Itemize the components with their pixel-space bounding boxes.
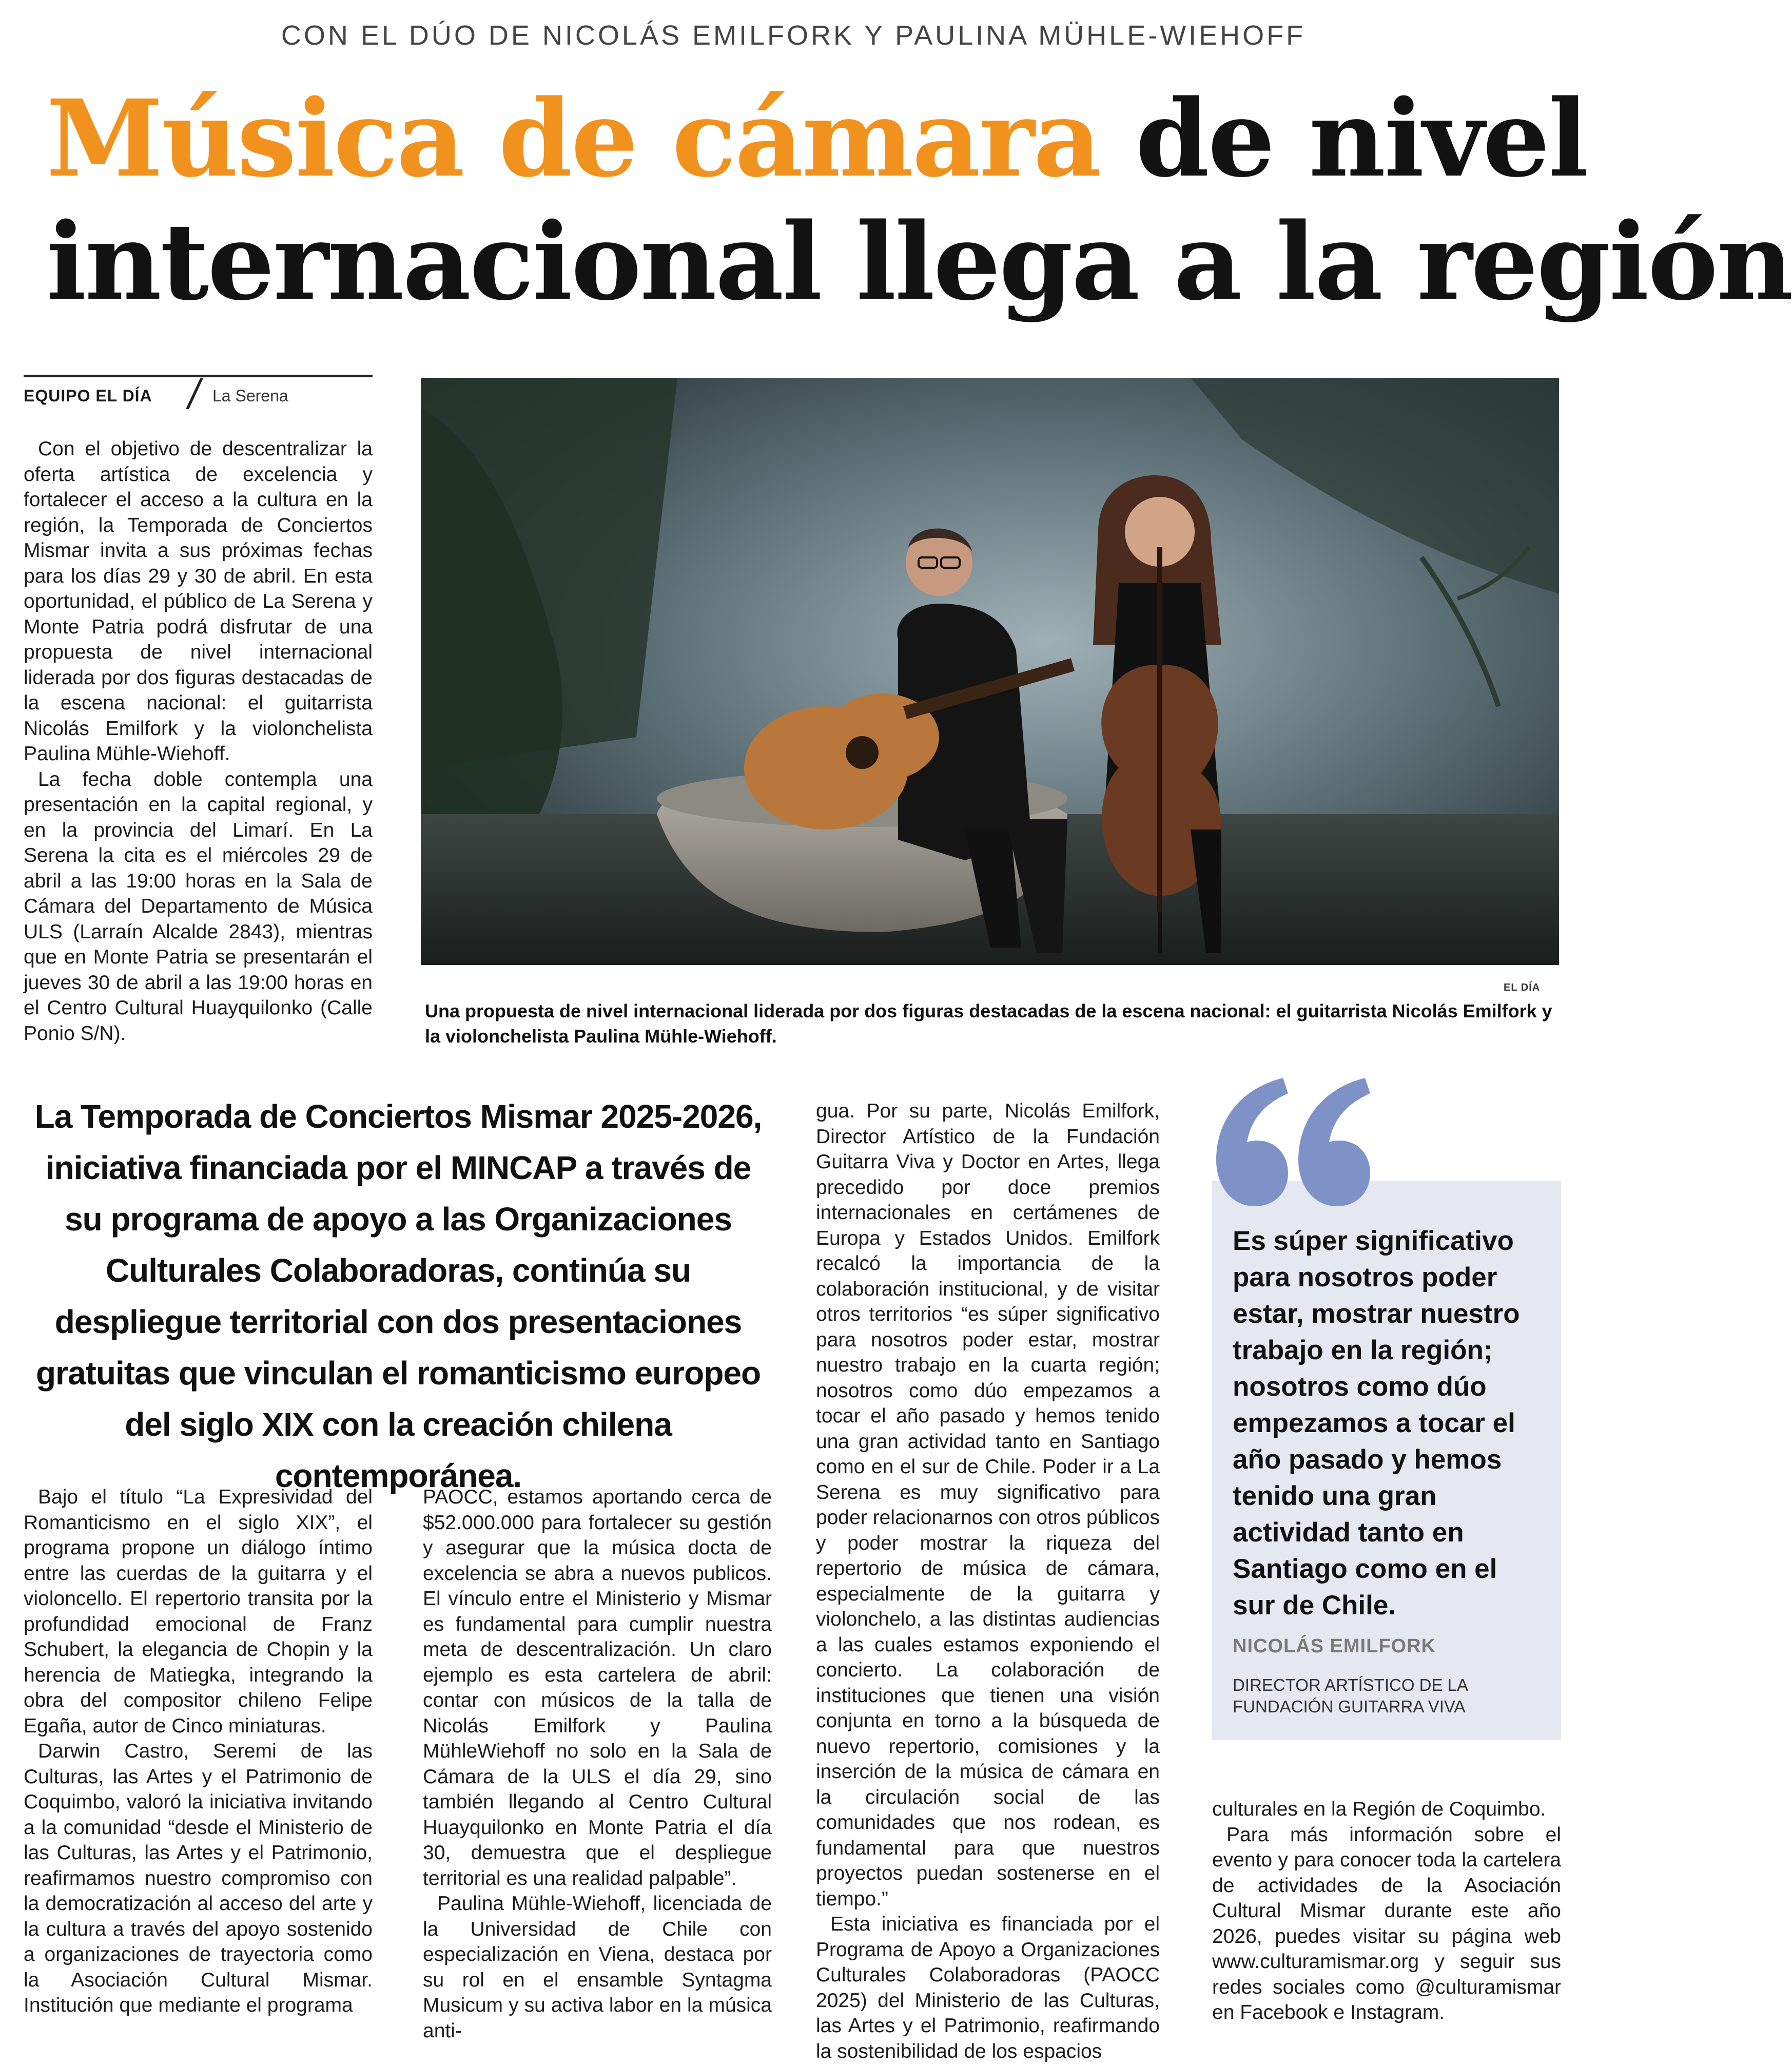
- byline-divider: [186, 378, 203, 409]
- kicker: CON EL DÚO DE NICOLÁS EMILFORK Y PAULINA MÜHLE-WIEHOFF: [281, 20, 1306, 51]
- byline-location: La Serena: [212, 387, 288, 405]
- body-paragraph: culturales en la Región de Coquimbo.: [1212, 1798, 1546, 1820]
- headline-rest: de nivel: [1100, 76, 1587, 201]
- intro-paragraph: La fecha doble contempla una presentación en la capital regional, y en la provincia del Limarí. En La Serena la cita es el miércoles 29 de abril a las 19:00 horas en la Sala de Cámara del Departamento de Música ULS (Larraín Alcalde 2843), mientras que en Monte Patria se presentarán el jueves 30 de abril a las 19:00 horas en el Centro Cultural Huayquilonko (Calle Ponio S/N).: [24, 768, 373, 1045]
- body-paragraph: Darwin Castro, Seremi de las Culturas, las Artes y el Patrimonio de Coquimbo, valoró la iniciativa invitando a la comunidad “desde el Ministerio de las Culturas, las Artes y el Patrimonio, reafirmamos nuestro compromiso con la democratización al acceso del arte y la cultura a través del apoyo sostenido a organizaciones de trayectoria como la Asociación Cultural Mismar. Institución que mediante el programa: [24, 1740, 373, 2016]
- duo-photo: [421, 378, 1559, 965]
- headline: [46, 76, 1792, 324]
- body-paragraph: Esta iniciativa es financiada por el Programa de Apoyo a Organizaciones Culturales Colaboradoras (PAOCC 2025) del Ministerio de las Culturas, las Artes y el Patrimonio, reafirmando la sostenibilidad de los espacios: [816, 1913, 1160, 2062]
- byline: [24, 375, 373, 411]
- body-paragraph: Paulina Mühle-Wiehoff, licenciada de la Universidad de Chile con especialización en Viena, destaca por su rol en el ensamble Syntagma Musicum y su activa labor en la música anti-: [423, 1893, 772, 2042]
- body-column-2: [423, 1484, 772, 2043]
- headline-highlight: Música de cámara: [46, 76, 1100, 201]
- pullquote-text: Es súper significativo para nosotros poder estar, mostrar nuestro trabajo en la región; nosotros como dúo empezamos a tocar el año pasado y hemos tenido una gran actividad tanto en Santiago como en el sur de Chile.: [1233, 1226, 1520, 1621]
- intro-column: [24, 436, 373, 1046]
- body-paragraph: Para más información sobre el evento y para conocer toda la cartelera de actividades de la Asociación Cultural Mismar durante este año 2026, puedes visitar su página web www.culturamismar.org y seguir sus redes sociales como @culturamismar en Facebook e Instagram.: [1212, 1823, 1561, 2023]
- pullquote-role: DIRECTOR ARTÍSTICO DE LA FUNDACIÓN GUITARRA VIVA: [1233, 1675, 1468, 1716]
- deck-summary: La Temporada de Conciertos Mismar 2025-2026, iniciativa financiada por el MINCAP a través de su programa de apoyo a las Organizaciones Culturales Colaboradoras, continúa su despliegue territorial con dos presentaciones gratuitas que vinculan el romanticismo europeo del siglo XIX con la creación chilena contemporánea.: [34, 1098, 762, 1494]
- byline-author: EQUIPO EL DÍA: [24, 387, 152, 405]
- headline-line-1: [46, 76, 1587, 201]
- intro-paragraph: Con el objetivo de descentralizar la oferta artística de excelencia y fortalecer el acceso a la cultura en la región, la Temporada de Conciertos Mismar invita a sus próximas fechas para los días 29 y 30 de abril. En esta oportunidad, el público de La Serena y Monte Patria podrá disfrutar de una propuesta de nivel internacional liderada por dos figuras destacadas de la escena nacional: el guitarrista Nicolás Emilfork y la violonchelista Paulina Mühle-Wiehoff.: [24, 438, 373, 765]
- photo-illustration: [421, 378, 1559, 965]
- body-column-4: [1212, 1797, 1561, 2026]
- pullquote-name: NICOLÁS EMILFORK: [1233, 1635, 1436, 1657]
- headline-line-2: internacional llega a la región: [46, 200, 1792, 324]
- body-paragraph: Bajo el título “La Expresividad del Romanticismo en el siglo XIX”, el programa propone un diálogo íntimo entre las cuerdas de la guitarra y el violoncello. El repertorio transita por la profundidad emocional de Franz Schubert, la elegancia de Chopin y la herencia de Matiegka, integrando la obra del compositor chileno Felipe Egaña, autor de Cinco miniaturas.: [24, 1486, 373, 1737]
- photo-caption: Una propuesta de nivel internacional liderada por dos figuras destacadas de la escena nacional: el guitarrista Nicolás Emilfork y la violonchelista Paulina Mühle-Wiehoff.: [425, 1000, 1552, 1047]
- body-column-1: [24, 1484, 373, 2018]
- body-paragraph: gua. Por su parte, Nicolás Emilfork, Director Artístico de la Fundación Guitarra Viva y Doctor en Artes, llega precedido por doce premios internacionales en certámenes de Europa y Estados Unidos. Emilfork recalcó la importancia de la colaboración institucional, y de visitar otros territorios “es súper significativo para nosotros poder estar, mostrar nuestro trabajo en la cuarta región; nosotros como dúo empezamos a tocar el año pasado y hemos tenido una gran actividad tanto en Santiago como en el sur de Chile. Poder ir a La Serena es muy significativo para poder relacionarnos con otros públicos y poder mostrar la riqueza del repertorio de música de cámara, especialmente de la guitarra y violonchelo, a las distintas audiencias a las cuales estamos exponiendo el concierto. La colaboración de instituciones que tienen una visión conjunta en torno a la búsqueda de nuevo repertorio, comisiones y la inserción de la música de cámara en la circulación social de las comunidades que nos rodean, es fundamental para que nuestros proyectos puedan sostenerse en el tiempo.”: [816, 1100, 1160, 1910]
- quote-mark-icon: [1206, 1057, 1375, 1227]
- body-paragraph: PAOCC, estamos aportando cerca de $52.000.000 para fortalecer su gestión y asegurar que la música docta de excelencia se abra a nuevos publicos. El vínculo entre el Ministerio y Mismar es fundamental para cumplir nuestra meta de descentralización. Un claro ejemplo es esta cartelera de abril: contar con músicos de la talla de Nicolás Emilfork y Paulina MühleWiehoff no solo en la Sala de Cámara de la ULS el día 29, sino también llegando al Centro Cultural Huayquilonko en Monte Patria el día 30, demuestra que el despliegue territorial es una realidad palpable”.: [423, 1486, 772, 1889]
- body-column-3: [816, 1098, 1160, 2064]
- photo-credit: EL DÍA: [1504, 982, 1541, 993]
